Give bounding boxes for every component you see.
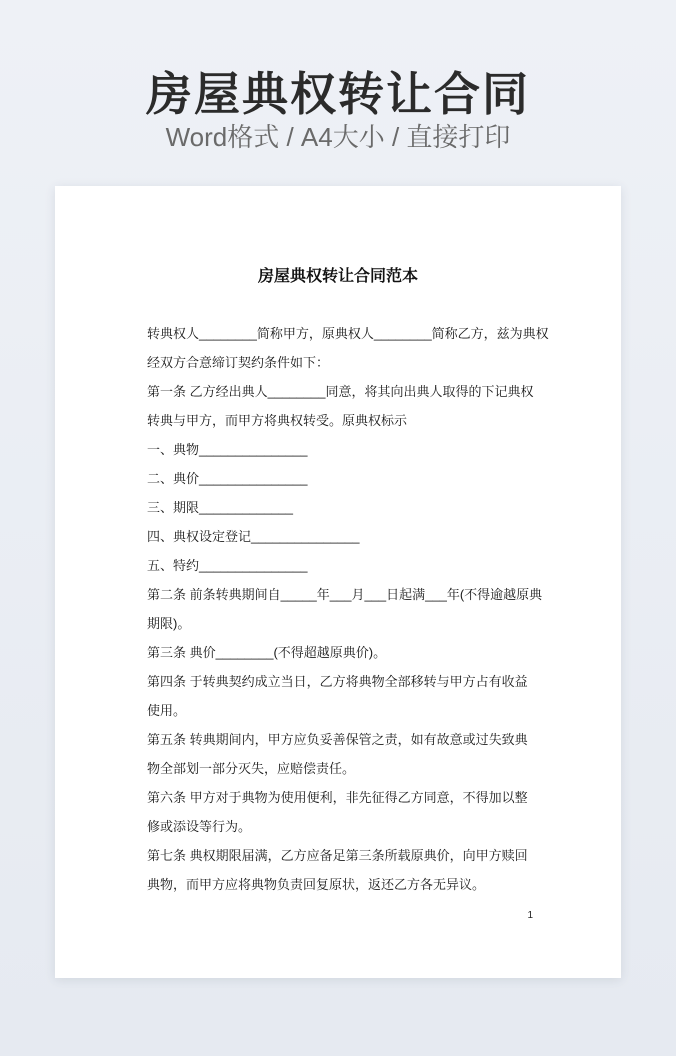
document-line: 转典与甲方，而甲方将典权转受。原典权标示: [147, 413, 408, 428]
banner-subtitle: Word格式 / A4大小 / 直接打印: [165, 122, 511, 152]
document-line: 第二条 前条转典期间自_____年___月___日起满___年(不得逾越原典: [147, 587, 543, 602]
document-line: 经双方合意缔订契约条件如下：: [147, 355, 330, 370]
document-line: 一、典物_______________: [147, 442, 308, 457]
document-line: 第一条 乙方经出典人________同意，将其向出典人取得的下记典权: [147, 384, 534, 399]
document-line: 第六条 甲方对于典物为使用便利，非先征得乙方同意，不得加以整: [147, 790, 528, 805]
document-line: 三、期限_____________: [147, 500, 293, 515]
banner-title: 房屋典权转让合同: [146, 68, 530, 120]
page-number: 1: [527, 910, 533, 921]
document-line: 五、特约_______________: [147, 558, 308, 573]
document-line: 第七条 典权期限届满，乙方应备足第三条所载原典价，向甲方赎回: [147, 848, 528, 863]
document-body: [147, 319, 549, 899]
document-line: 第三条 典价________(不得超越原典价)。: [147, 645, 387, 660]
document-line: 修或添设等行为。: [147, 819, 252, 834]
document-title: 房屋典权转让合同范本: [257, 268, 418, 285]
document-line: 第四条 于转典契约成立当日，乙方将典物全部移转与甲方占有收益: [147, 674, 528, 689]
document-line: 期限)。: [147, 616, 191, 631]
document-line: 第五条 转典期间内，甲方应负妥善保管之责，如有故意或过失致典: [147, 732, 528, 747]
document-page: [55, 186, 621, 978]
document-line: 二、典价_______________: [147, 471, 308, 486]
document-line: 转典权人________简称甲方，原典权人________简称乙方，兹为典权: [147, 326, 549, 341]
document-line: 物全部划一部分灭失，应赔偿责任。: [147, 761, 356, 776]
document-line: 典物，而甲方应将典物负责回复原状，返还乙方各无异议。: [147, 877, 486, 892]
document-line: 使用。: [147, 703, 187, 718]
document-line: 四、典权设定登记_______________: [147, 529, 360, 544]
banner: [0, 0, 676, 186]
